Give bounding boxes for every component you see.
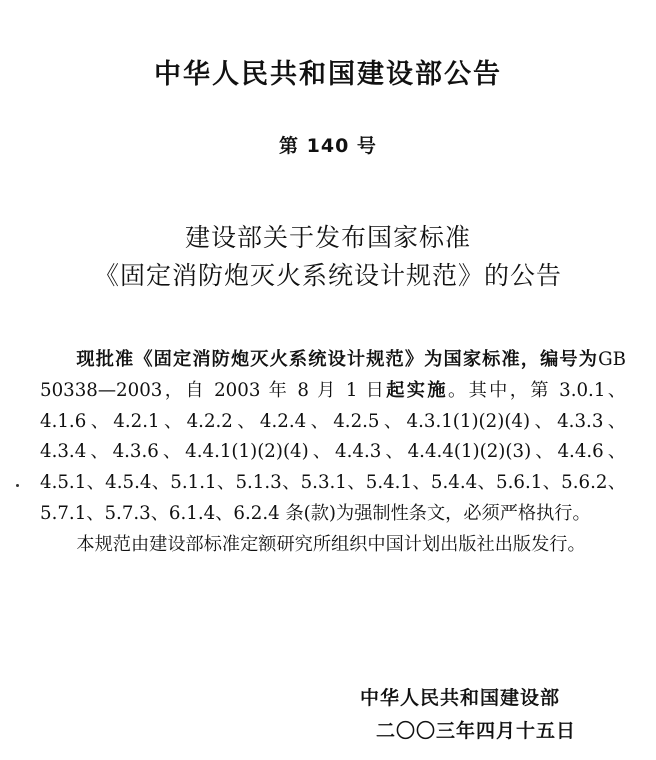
mandatory-clauses-text: 。其中，第 3.0.1、4.1.6、4.2.1、4.2.2、4.2.4、4.2.5、4.3.1(1)(2)(4)、4.3.3、4.3.4、4.3.6、4.4.1(1)(2)(4)、4.4.3、4.4.4(1)(2)(3)、4.4.6、4.5.1、4.5.4、5.1.1、5.1.3、5.3.1、5.4.1、5.4.4、5.6.1、5.6.2、5.7.1、5.7.3、6.1.4、6.2.4 条(款)为强制性条文，必须严格执行。 — [40, 379, 626, 524]
notice-body — [40, 345, 626, 561]
body-paragraph-2: 本规范由建设部标准定额研究所组织中国计划出版社出版发行。 — [76, 533, 586, 555]
effective-date-text: ，自 2003 年 8 月 1 日 — [162, 379, 387, 401]
signature-date: 二〇〇三年四月十五日 — [376, 720, 577, 742]
standard-code: GB 50338—2003 — [40, 349, 626, 401]
announcement-number: 第 140 号 — [279, 135, 377, 157]
announcement-header-title: 中华人民共和国建设部公告 — [154, 59, 502, 90]
signature-organization: 中华人民共和国建设部 — [360, 687, 561, 709]
margin-dot — [16, 484, 19, 487]
approval-statement: 现批准《固定消防炮灭火系统设计规范》为国家标准，编号为 — [76, 349, 599, 370]
notice-title-line-2: 《固定消防炮灭火系统设计规范》的公告 — [93, 261, 562, 290]
notice-title-line-1: 建设部关于发布国家标准 — [184, 223, 471, 252]
body-paragraph-1 — [40, 345, 626, 530]
effective-label: 起实施 — [386, 379, 448, 401]
